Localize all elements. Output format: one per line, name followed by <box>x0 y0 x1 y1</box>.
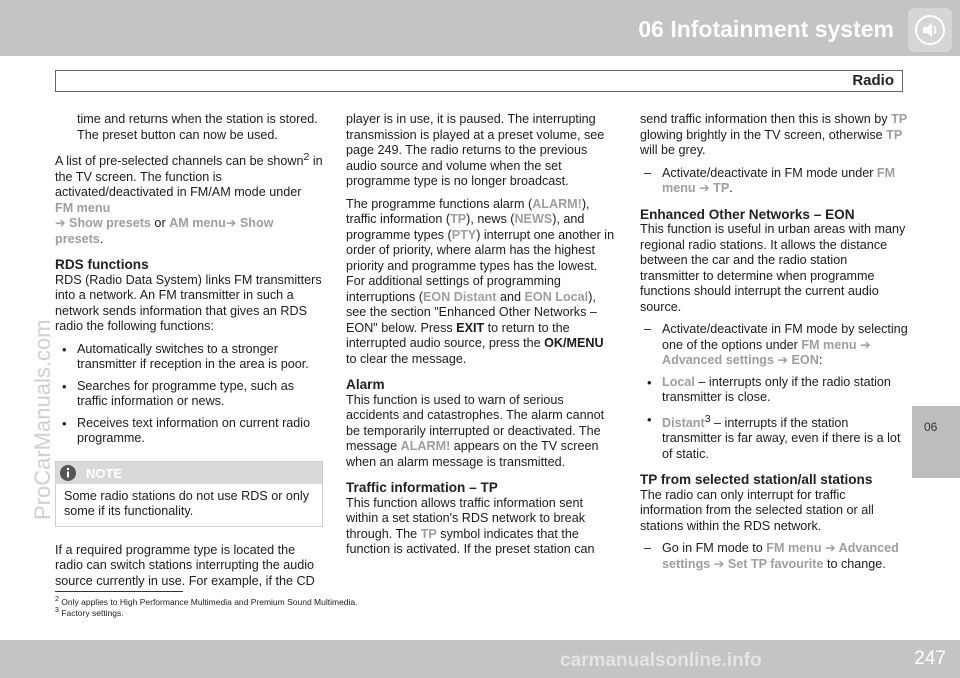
info-icon <box>59 464 77 482</box>
speaker-icon <box>914 14 946 46</box>
preset-continuation: time and returns when the station is stored. The preset button can now be used. <box>77 112 318 142</box>
note-label: NOTE <box>86 465 123 481</box>
column-2 <box>346 112 616 565</box>
tp-favourite-step: – Go in FM mode to FM menu ➔ Advanced settings ➔ Set TP favourite to change. <box>640 541 908 572</box>
side-watermark: ProCarManuals.com <box>30 319 55 520</box>
heading-rds-functions: RDS functions <box>55 257 149 273</box>
traffic-paragraph: This function allows traffic information sent within a set station's RDS network to break through. The TP symbol indicates that the function is activated. If the preset station can <box>346 495 595 556</box>
header-band <box>0 0 960 56</box>
heading-traffic-information: Traffic information – TP <box>346 480 498 495</box>
alarm-paragraph: This function is used to warn of serious accidents and catastrophes. The alarm cannot be temporarily interrupted or deactivated. The message ALARM! appears on the TV screen when an alarm message is transmitted. <box>346 392 605 469</box>
column-1 <box>55 112 323 596</box>
tp-activate-step: – Activate/deactivate in FM mode under FM menu ➔ TP. <box>640 166 908 197</box>
eon-option-local: • Local – interrupts only if the radio station transmitter is close. <box>640 375 908 406</box>
tp-stations-paragraph: The radio can only interrupt for traffic information from the selected station or all stations within the RDS network. <box>640 487 874 533</box>
chapter-side-tab-label: 06 <box>924 420 938 434</box>
footnote-ref-2: 2 <box>303 151 310 163</box>
page-number: 247 <box>914 648 946 669</box>
column-3 <box>640 112 908 578</box>
heading-alarm: Alarm <box>346 377 385 392</box>
tp-status-paragraph: send traffic information then this is shown by TP glowing brightly in the TV screen, otherwise TP will be grey. <box>640 112 908 157</box>
footnote-2: $^2$ Only applies to High Performance Multimedia and Premium Sound Multimedia. <box>55 596 358 607</box>
section-bar <box>55 70 903 92</box>
note-box <box>55 461 323 527</box>
chapter-title: 06 Infotainment system <box>638 16 894 42</box>
rds-intro: RDS (Radio Data System) links FM transmitters into a network. An FM transmitter in such a network sends information that gives an RDS radio the following functions: <box>55 272 322 334</box>
chapter-side-tab <box>912 406 960 478</box>
heading-tp-stations: TP from selected station/all stations <box>640 472 873 488</box>
footer-watermark: carmanualsonline.info <box>560 650 762 671</box>
rds-bullet: • Searches for programme type, such as traffic information or news. <box>55 379 323 410</box>
rds-bullet: • Receives text information on current radio programme. <box>55 416 323 447</box>
eon-option-distant: • Distant$^3$ – interrupts if the station transmitter is far away, even if there is a lot of static. <box>640 412 908 463</box>
speaker-tile <box>908 8 952 52</box>
interruption-paragraph: player is in use, it is paused. The interrupting transmission is played at a preset volume, see page 249. The radio returns to the previous audio source and volume when the set programme type is no longer broadcast. <box>346 112 605 188</box>
priority-paragraph: The programme functions alarm (ALARM!), traffic information (TP), news (NEWS), and programme types (PTY) interrupt one another in order of priority, where alarm has the highest priority and programme types has the lowest. For additional settings of programming interruptions (EON Distant and EON Local), see the section "Enhanced Other Networks – EON" below. Press EXIT to return to the interrupted audio source, press the OK/MENU to clear the message. <box>346 196 615 366</box>
note-text: Some radio stations do not use RDS or only some if its functionality. <box>64 488 310 519</box>
section-title: Radio <box>852 72 894 89</box>
note-header <box>56 462 322 484</box>
am-menu-ref: AM menu <box>169 216 226 231</box>
footnote-rule <box>55 591 183 592</box>
programme-type-paragraph: If a required programme type is located the radio can switch stations interrupting the audio source currently in use. For example, if the CD <box>55 542 315 588</box>
footer-band <box>0 640 960 678</box>
fm-menu-ref: FM menu <box>55 200 111 215</box>
footnote-3: $^3$ Factory settings. <box>55 607 124 618</box>
eon-activate-step: – Activate/deactivate in FM mode by selecting one of the options under FM menu ➔ Advanced settings ➔ EON: <box>640 322 908 369</box>
rds-bullet: • Automatically switches to a stronger transmitter if reception in the area is poor. <box>55 342 323 373</box>
heading-eon: Enhanced Other Networks – EON <box>640 206 855 222</box>
preset-list-paragraph: A list of pre-selected channels can be shown$^2$ in the TV screen. The function is activated/deactivated in FM/AM mode under FM menu ➔ Show presets or AM menu➔ Show presets. <box>55 151 323 246</box>
eon-paragraph: This function is useful in urban areas with many regional radio stations. It allows the distance between the car and the radio station transmitter to determine when programme functions should interrupt the current audio source. <box>640 222 906 314</box>
